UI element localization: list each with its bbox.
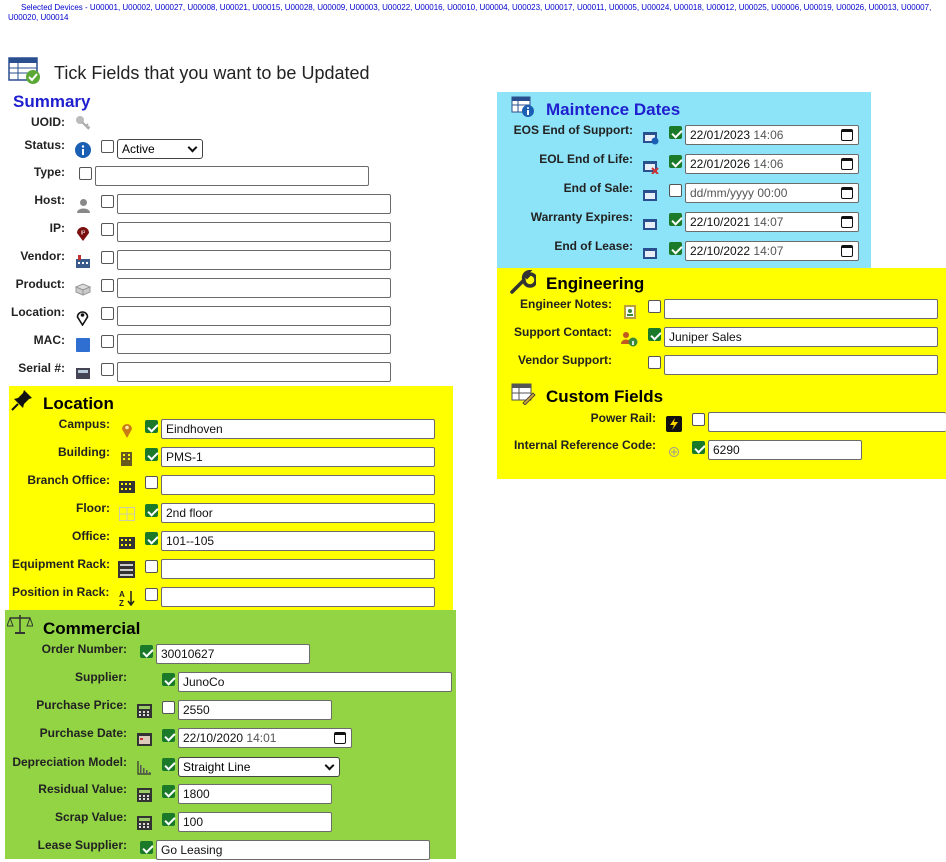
position-in-rack-checkbox[interactable] [145, 588, 158, 601]
ip-input[interactable] [117, 222, 391, 242]
internal-reference-code-input[interactable]: 6290 [708, 440, 862, 460]
position-in-rack-label: Position in Rack: [12, 585, 110, 599]
clipboard-user-icon [623, 303, 637, 319]
vendor-support-input[interactable] [664, 355, 938, 375]
end-of-sale-date-input[interactable] [685, 183, 859, 203]
wrench-icon [510, 270, 536, 294]
eos-calendar-icon [643, 130, 659, 145]
vendor-checkbox[interactable] [101, 251, 114, 264]
floor-plan-icon [119, 507, 135, 521]
info-icon [75, 142, 91, 158]
supplier-label: Supplier: [74, 670, 127, 684]
eos-date-input[interactable] [685, 125, 859, 145]
end-of-lease-date-input[interactable] [685, 241, 859, 261]
purchase-date-label: Purchase Date: [39, 726, 127, 740]
map-pin-icon [76, 309, 89, 326]
end-of-lease-date-value: 22/10/2022 [690, 244, 751, 258]
scrap-value-checkbox[interactable] [162, 813, 175, 826]
lease-supplier-input[interactable]: Go Leasing [156, 840, 430, 860]
calendar-picker-icon[interactable] [841, 216, 853, 228]
ip-label: IP: [49, 221, 65, 235]
table-check-icon [8, 57, 42, 85]
eol-calendar-x-icon [643, 159, 659, 174]
host-label: Host: [34, 193, 65, 207]
vendor-input[interactable] [117, 250, 391, 270]
scrap-value-label: Scrap Value: [54, 810, 127, 824]
end-of-lease-checkbox[interactable] [669, 242, 682, 255]
campus-checkbox[interactable] [145, 420, 158, 433]
supplier-checkbox[interactable] [162, 673, 175, 686]
engineer-notes-label: Engineer Notes: [519, 297, 612, 311]
commercial-title: Commercial [43, 619, 141, 638]
host-input[interactable] [117, 194, 391, 214]
internal-reference-code-label: Internal Reference Code: [513, 438, 656, 452]
internal-reference-code-checkbox[interactable] [692, 441, 705, 454]
warranty-label: Warranty Expires: [530, 210, 633, 224]
table-info-icon [511, 96, 535, 118]
equipment-rack-input[interactable] [161, 559, 435, 579]
end-of-lease-time-value: 14:07 [753, 244, 784, 258]
end-of-sale-label: End of Sale: [563, 181, 633, 195]
ip-pin-icon [76, 225, 90, 241]
eol-checkbox[interactable] [669, 155, 682, 168]
location-title: Location [43, 394, 114, 413]
purchase-price-input[interactable]: 2550 [178, 700, 332, 720]
eol-date-input[interactable] [685, 154, 859, 174]
calendar-picker-icon[interactable] [334, 732, 346, 744]
eos-time-value: 14:06 [753, 128, 784, 142]
power-rail-checkbox[interactable] [692, 413, 705, 426]
scrap-calculator-icon [137, 816, 152, 830]
reference-target-icon [668, 446, 680, 458]
pushpin-icon [10, 388, 34, 412]
depreciation-model-value: Straight Line [183, 760, 251, 774]
eol-label: EOL End of Life: [539, 152, 633, 166]
product-input[interactable] [117, 278, 391, 298]
page-title: Tick Fields that you want to be Updated [54, 63, 370, 83]
building-label: Building: [58, 445, 110, 459]
type-input[interactable] [95, 166, 369, 186]
key-icon [75, 115, 91, 131]
campus-input[interactable]: Eindhoven [161, 419, 435, 439]
engineer-notes-input[interactable] [664, 299, 938, 319]
serial-device-icon [76, 366, 90, 380]
order-number-checkbox[interactable] [140, 645, 153, 658]
purchase-date-time: 14:01 [246, 731, 277, 745]
serial-checkbox[interactable] [101, 363, 114, 376]
residual-calculator-icon [137, 788, 152, 802]
mac-input[interactable] [117, 334, 391, 354]
rack-icon [118, 561, 135, 578]
warranty-date-input[interactable] [685, 212, 859, 232]
table-edit-icon [511, 383, 536, 405]
end-of-sale-time-placeholder: 00:00 [757, 186, 788, 200]
purchase-date-checkbox[interactable] [162, 729, 175, 742]
branch-office-checkbox[interactable] [145, 476, 158, 489]
power-bolt-icon [666, 416, 682, 432]
factory-icon [75, 254, 91, 269]
status-label: Status: [24, 138, 65, 152]
location-input[interactable] [117, 306, 391, 326]
supplier-input[interactable]: JunoCo [178, 672, 452, 692]
warranty-time-value: 14:07 [753, 215, 784, 229]
depreciation-model-label: Depreciation Model: [12, 755, 127, 769]
price-calculator-icon [137, 704, 152, 718]
type-checkbox[interactable] [79, 167, 92, 180]
branch-building-icon [119, 480, 135, 493]
users-info-icon [621, 331, 638, 347]
support-contact-input[interactable]: Juniper Sales [664, 327, 938, 347]
floor-input[interactable]: 2nd floor [161, 503, 435, 523]
product-box-icon [75, 282, 91, 296]
power-rail-label: Power Rail: [590, 411, 656, 425]
branch-office-input[interactable] [161, 475, 435, 495]
status-select-value: Active [122, 142, 155, 156]
campus-label: Campus: [58, 417, 110, 431]
warranty-date-value: 22/10/2021 [690, 215, 751, 229]
building-input[interactable]: PMS-1 [161, 447, 435, 467]
order-number-label: Order Number: [41, 642, 127, 656]
selected-devices-list: Selected Devices - U00001, U00002, U00027, U00008, U00021, U00015, U00028, U00009, U00003, U00022, U00016, U00010, U00004, U00023, U00017, U00011, U00005, U00024, U00018, U00012, U00025, U00006, U00019, U00026, U00013, U00007, U00020, U00014 [8, 3, 932, 22]
eos-checkbox[interactable] [669, 126, 682, 139]
scales-icon [7, 613, 33, 635]
user-icon [76, 198, 91, 213]
office-checkbox[interactable] [145, 532, 158, 545]
support-contact-label: Support Contact: [514, 325, 612, 339]
position-in-rack-input[interactable] [161, 587, 435, 607]
end-of-sale-checkbox[interactable] [669, 184, 682, 197]
location-checkbox[interactable] [101, 307, 114, 320]
office-building-icon [119, 536, 135, 549]
floor-label: Floor: [76, 501, 110, 515]
status-select[interactable] [117, 139, 203, 159]
maintenance-title: Maintence Dates [546, 100, 681, 119]
lease-supplier-checkbox[interactable] [140, 841, 153, 854]
scrap-value-input[interactable]: 100 [178, 812, 332, 832]
vendor-support-label: Vendor Support: [518, 353, 612, 367]
serial-input[interactable] [117, 362, 391, 382]
mac-label: MAC: [33, 333, 65, 347]
purchase-price-checkbox[interactable] [162, 701, 175, 714]
eos-date-value: 22/01/2023 [690, 128, 751, 142]
product-label: Product: [15, 277, 65, 291]
eol-time-value: 14:06 [753, 157, 784, 171]
end-of-sale-date-placeholder: dd/mm/yyyy [690, 186, 755, 200]
calendar-picker-icon[interactable] [841, 187, 853, 199]
eol-date-value: 22/01/2026 [690, 157, 751, 171]
summary-title: Summary [13, 92, 91, 111]
order-number-input[interactable]: 30010627 [156, 644, 310, 664]
branch-office-label: Branch Office: [27, 473, 110, 487]
equipment-rack-checkbox[interactable] [145, 560, 158, 573]
vendor-label: Vendor: [20, 249, 65, 263]
location-field-label: Location: [11, 305, 65, 319]
svg-text:IP: IP [80, 230, 86, 237]
residual-value-checkbox[interactable] [162, 785, 175, 798]
building-checkbox[interactable] [145, 448, 158, 461]
chevron-down-icon [325, 761, 335, 771]
engineer-notes-checkbox[interactable] [648, 300, 661, 313]
purchase-date-value: 22/10/2020 [183, 731, 244, 745]
type-label: Type: [33, 165, 65, 179]
warranty-checkbox[interactable] [669, 213, 682, 226]
depreciation-model-select[interactable] [178, 757, 340, 777]
sort-az-icon [119, 589, 135, 607]
lease-supplier-label: Lease Supplier: [37, 838, 127, 852]
office-label: Office: [71, 529, 110, 543]
purchase-date-input[interactable] [178, 728, 352, 748]
custom-fields-title: Custom Fields [546, 387, 664, 406]
floor-checkbox[interactable] [145, 504, 158, 517]
office-input[interactable]: 101--105 [161, 531, 435, 551]
vendor-support-checkbox[interactable] [648, 356, 661, 369]
depreciation-model-checkbox[interactable] [162, 758, 175, 771]
residual-value-label: Residual Value: [38, 782, 127, 796]
calendar-icon [137, 732, 152, 746]
eos-label: EOS End of Support: [513, 123, 633, 137]
power-rail-input[interactable] [708, 412, 946, 432]
product-checkbox[interactable] [101, 279, 114, 292]
engineering-title: Engineering [546, 274, 645, 293]
support-contact-checkbox[interactable] [648, 328, 661, 341]
chevron-down-icon [188, 143, 198, 153]
calendar-picker-icon[interactable] [841, 129, 853, 141]
calendar-picker-icon[interactable] [841, 158, 853, 170]
equipment-rack-label: Equipment Rack: [12, 557, 111, 571]
end-of-lease-calendar-icon [643, 246, 659, 261]
svg-text:Z: Z [119, 599, 124, 607]
residual-value-input[interactable]: 1800 [178, 784, 332, 804]
end-of-lease-label: End of Lease: [554, 239, 633, 253]
ip-checkbox[interactable] [101, 223, 114, 236]
host-checkbox[interactable] [101, 195, 114, 208]
purchase-price-label: Purchase Price: [36, 698, 127, 712]
building-icon [120, 450, 133, 466]
mac-checkbox[interactable] [101, 335, 114, 348]
campus-pin-icon [121, 422, 133, 438]
status-checkbox[interactable] [101, 140, 114, 153]
end-of-sale-calendar-icon [643, 188, 659, 203]
serial-label: Serial #: [18, 361, 65, 375]
chart-decline-icon [137, 760, 152, 775]
mac-chip-icon [76, 338, 90, 352]
warranty-calendar-icon [643, 217, 659, 232]
svg-text:A: A [119, 590, 125, 599]
calendar-picker-icon[interactable] [841, 245, 853, 257]
uoid-label: UOID: [31, 115, 65, 129]
